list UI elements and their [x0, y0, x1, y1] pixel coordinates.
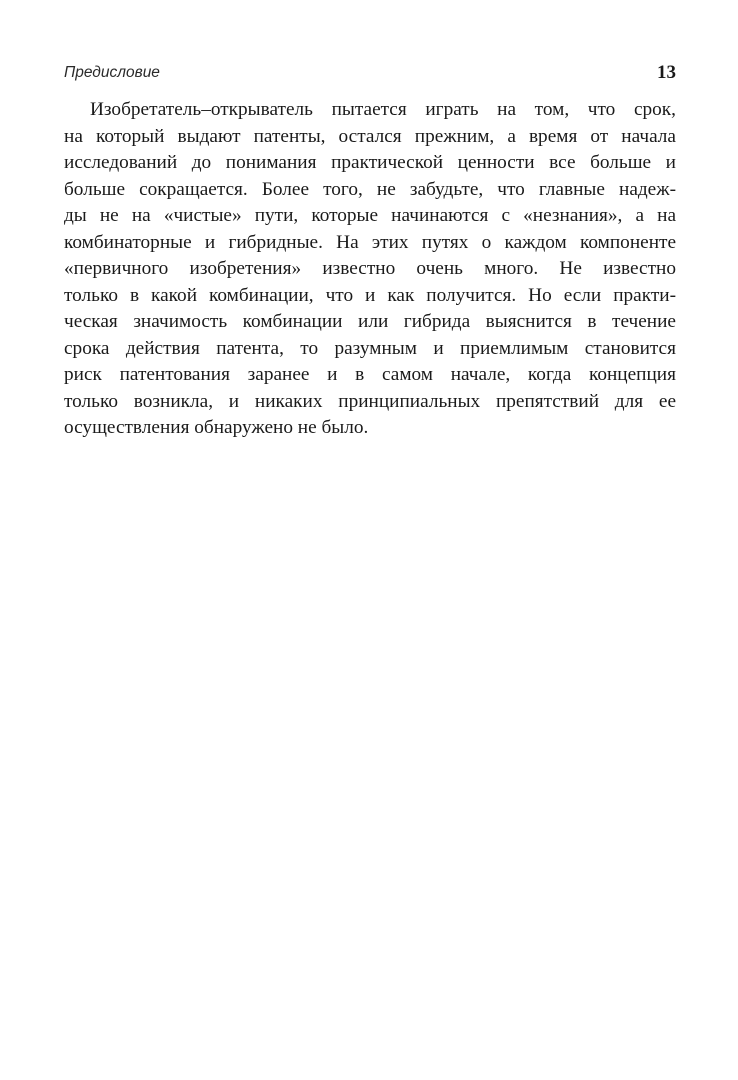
paragraph-line: ческая значимость комбинации или гибрида выяснится в течение	[64, 311, 676, 332]
section-title: Предисловие	[64, 64, 160, 81]
paragraph-line: исследований до понимания практической ценности все больше и	[64, 152, 676, 173]
paragraph-line: больше сокращается. Более того, не забудьте, что главные надеж-	[64, 178, 676, 200]
paragraph-line: только в какой комбинации, что и как получится. Но если практи-	[64, 284, 676, 306]
paragraph-line: на который выдают патенты, остался прежним, а время от начала	[64, 125, 676, 147]
body-paragraph	[64, 97, 676, 442]
paragraph-line: ды не на «чистые» пути, которые начинаются с «незнания», а на	[64, 205, 676, 226]
paragraph-line: комбинаторные и гибридные. На этих путях о каждом компоненте	[64, 231, 676, 253]
paragraph-line: только возникла, и никаких принципиальных препятствий для ее	[64, 390, 676, 412]
paragraph-line: «первичного изобретения» известно очень много. Не известно	[64, 258, 676, 279]
paragraph-line: Изобретатель–открыватель пытается играть на том, что срок,	[90, 99, 676, 120]
paragraph-line: срока действия патента, то разумным и приемлимым становится	[64, 337, 676, 359]
paragraph-line: риск патентования заранее и в самом начале, когда концепция	[64, 364, 676, 385]
running-head	[64, 62, 676, 86]
paragraph-line: осуществления обнаружено не было.	[64, 417, 369, 438]
page-number: 13	[657, 62, 676, 83]
